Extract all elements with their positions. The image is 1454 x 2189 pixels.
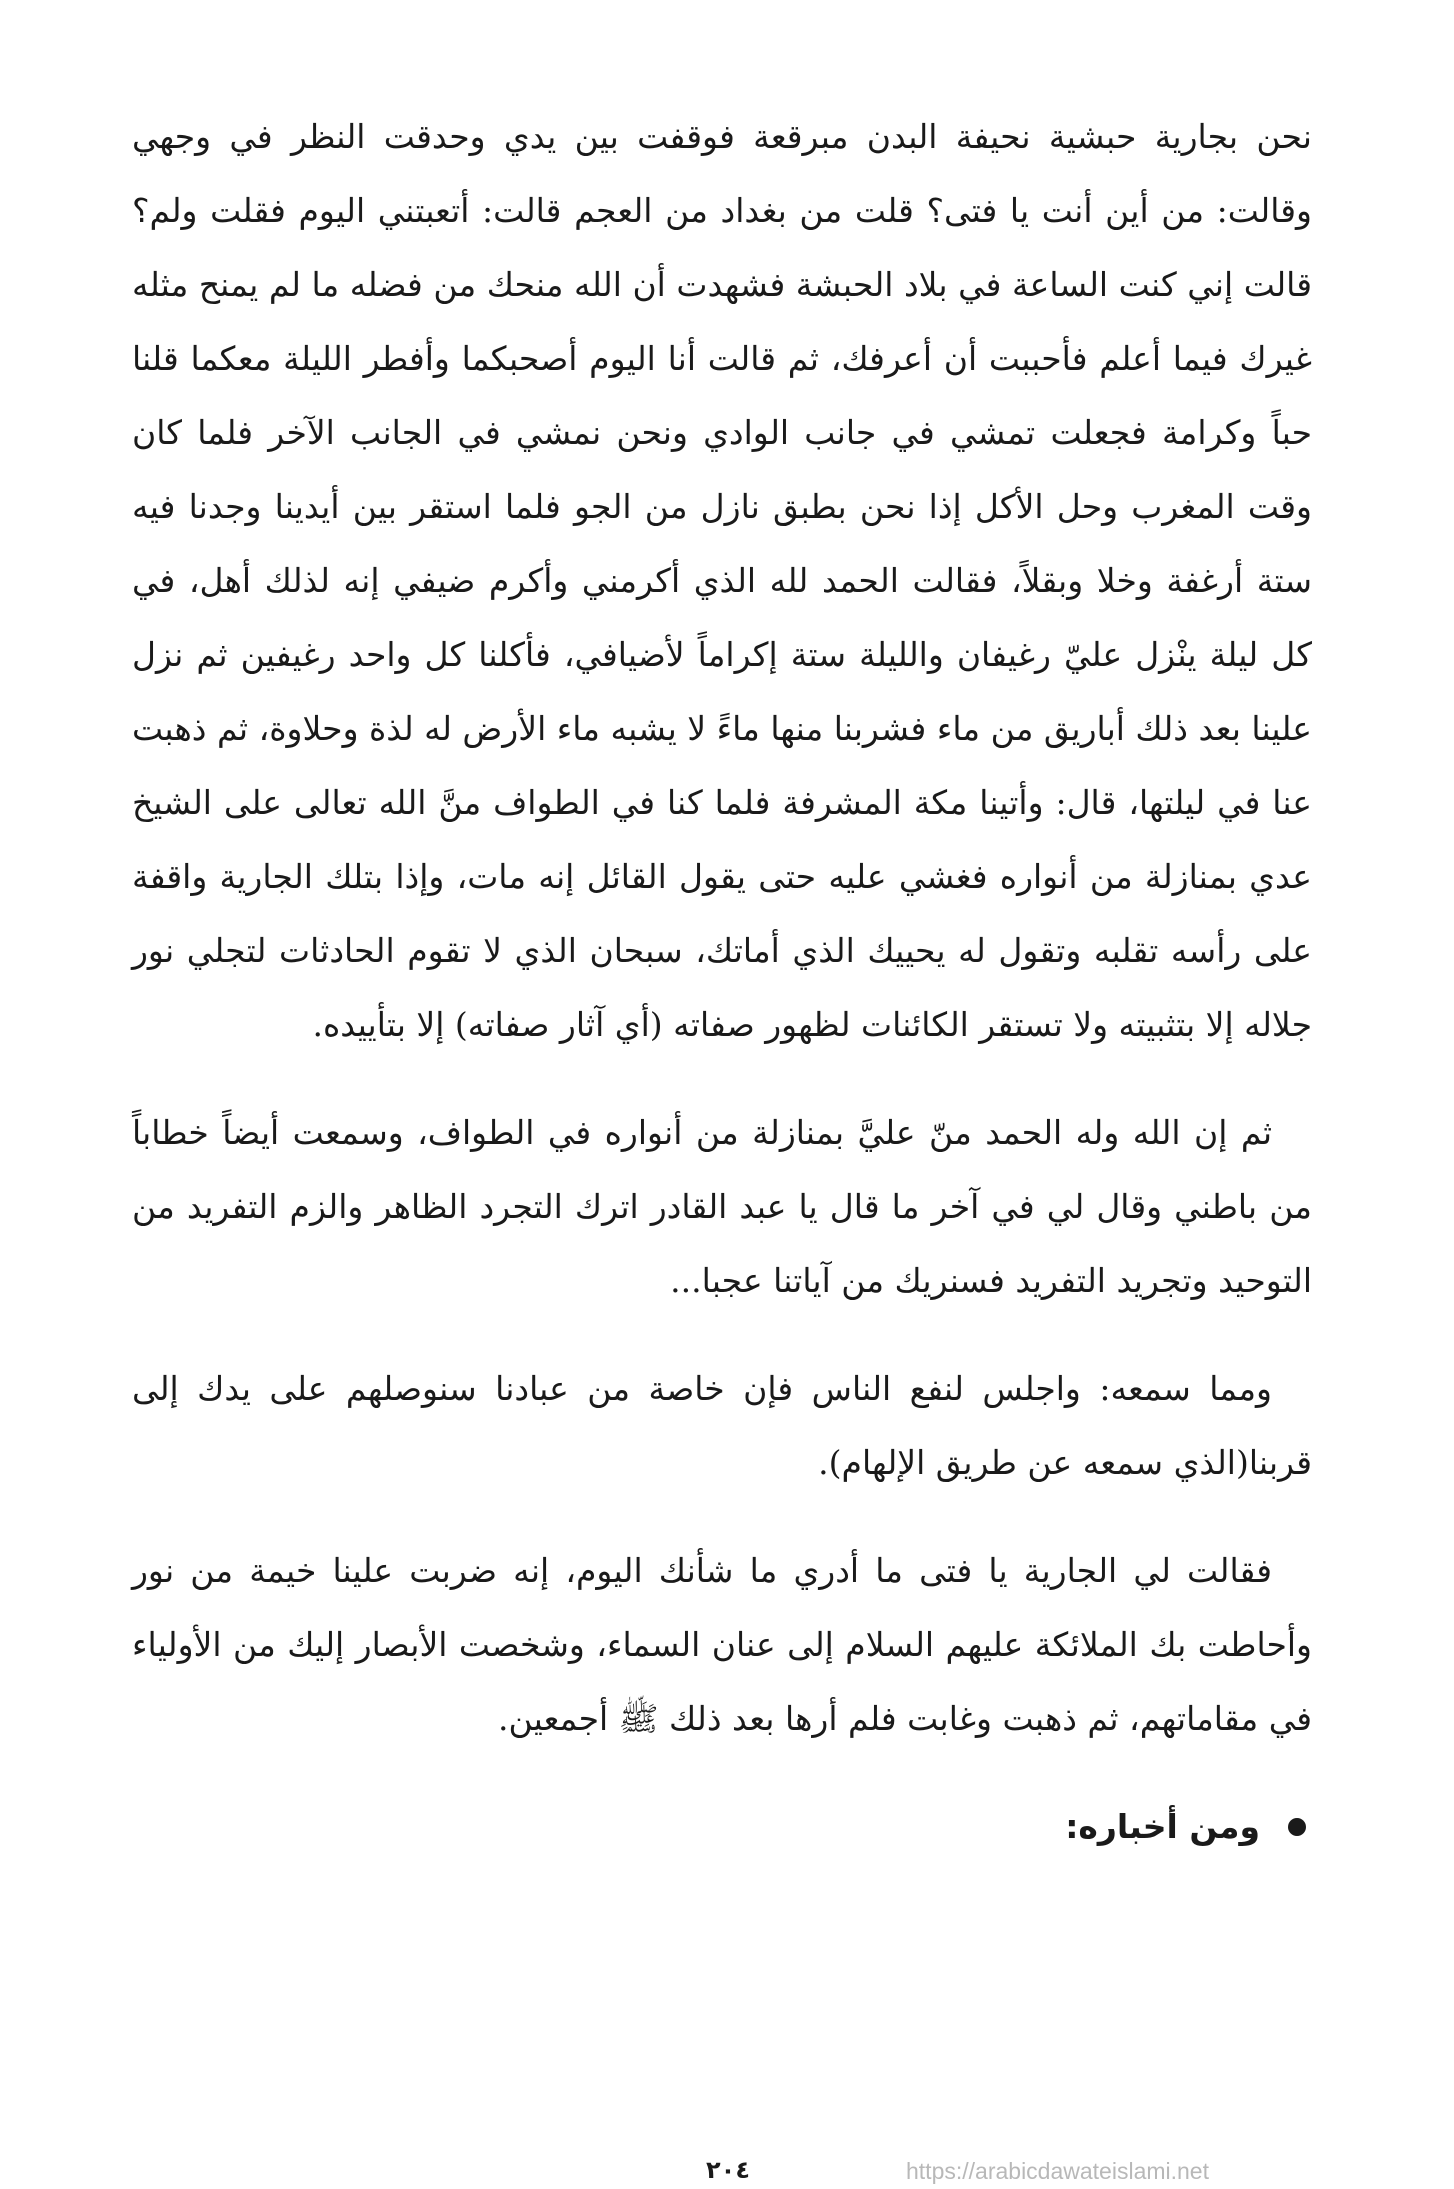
page-footer: [0, 2155, 1454, 2189]
page-number: ٢٠٤: [706, 2156, 750, 2184]
paragraph-1: نحن بجارية حبشية نحيفة البدن مبرقعة فوقفت بين يدي وحدقت النظر في وجهي وقالت: من أين أنت يا فتى؟ قلت من بغداد من العجم قالت: أتعبتني اليوم فقلت ولم؟ قالت إني كنت الساعة في بلاد الحبشة فشهدت أن الله منحك من فضله ما لم يمنح مثله غيرك فيما أعلم فأحببت أن أعرفك، ثم قالت أنا اليوم أصحبكما وأفطر الليلة معكما قلنا حباً وكرامة فجعلت تمشي في جانب الوادي ونحن نمشي في الجانب الآخر فلما كان وقت المغرب وحل الأكل إذا نحن بطبق نازل من الجو فلما استقر بين أيدينا وجدنا فيه ستة أرغفة وخلا وبقلاً، فقالت الحمد لله الذي أكرمني وأكرم ضيفي إنه لذلك أهل، في كل ليلة ينْزل عليّ رغيفان والليلة ستة إكراماً لأضيافي، فأكلنا كل واحد رغيفين ثم نزل علينا بعد ذلك أباريق من ماء فشربنا منها ماءً لا يشبه ماء الأرض له لذة وحلاوة، ثم ذهبت عنا في ليلتها، قال: وأتينا مكة المشرفة فلما كنا في الطواف منَّ الله تعالى على الشيخ عدي بمنازلة من أنواره فغشي عليه حتى يقول القائل إنه مات، وإذا بتلك الجارية واقفة على رأسه تقلبه وتقول له يحييك الذي أماتك، سبحان الذي لا تقوم الحادثات لتجلي نور جلاله إلا بتثبيته ولا تستقر الكائنات لظهور صفاته (أي آثار صفاته) إلا بتأييده.: [132, 117, 1312, 1044]
section-heading-text: ومن أخباره:: [1065, 1807, 1260, 1846]
section-heading: [132, 1790, 1312, 1864]
paragraph-spacer: [132, 1318, 1312, 1352]
paragraph-spacer: [132, 1062, 1312, 1096]
paragraph-spacer: [132, 1500, 1312, 1534]
paragraph-4: فقالت لي الجارية يا فتى ما أدري ما شأنك اليوم، إنه ضربت علينا خيمة من نور وأحاطت بك الملائكة عليهم السلام إلى عنان السماء، وشخصت الأبصار إليك من الأولياء في مقاماتهم، ثم ذهبت وغابت فلم أرها بعد ذلك ﷺ أجمعين.: [132, 1551, 1312, 1738]
watermark-url: https://arabicdawateislami.net: [906, 2158, 1209, 2184]
page-body: [132, 100, 1312, 1864]
paragraph-2: ثم إن الله وله الحمد منّ عليَّ بمنازلة من أنواره في الطواف، وسمعت أيضاً خطاباً من باطني وقال لي في آخر ما قال يا عبد القادر اترك التجرد الظاهر والزم التفريد من التوحيد وتجريد التفريد فسنريك من آياتنا عجبا...: [132, 1113, 1312, 1300]
bullet-icon: [1288, 1818, 1306, 1836]
paragraph-3: ومما سمعه: واجلس لنفع الناس فإن خاصة من عبادنا سنوصلهم على يدك إلى قربنا(الذي سمعه عن طريق الإلهام).: [132, 1369, 1312, 1482]
